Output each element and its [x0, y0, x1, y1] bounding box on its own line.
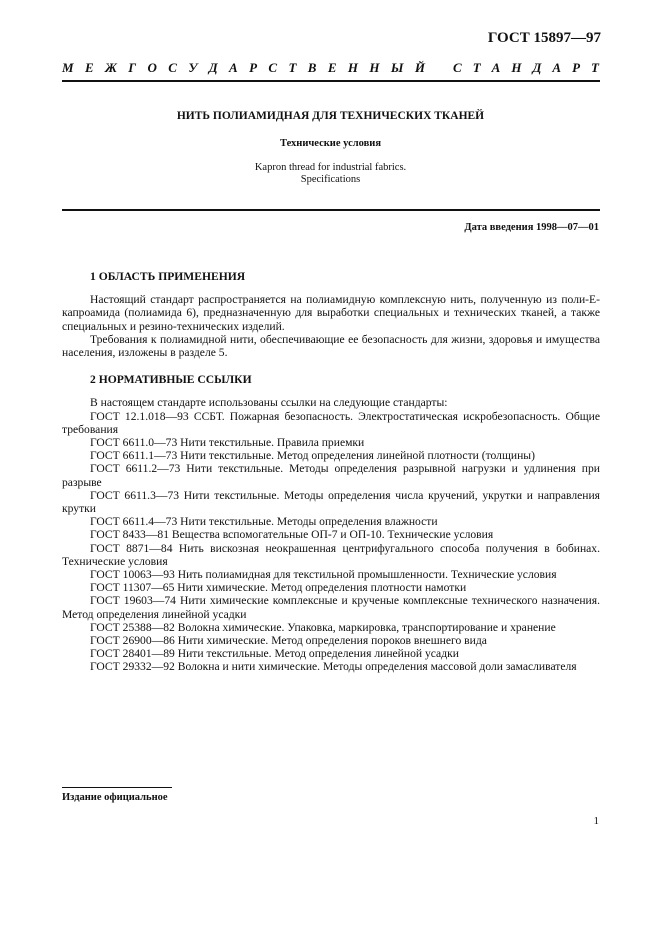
banner-letter: Д [208, 60, 218, 75]
banner-letter: А [229, 60, 238, 75]
standard-banner [62, 60, 599, 76]
section-1-paragraph: Настоящий стандарт распространяется на полиамидную комплексную нить, полученную из поли-Е-капроамида (полиамида 6), предназначенную для выработки специальных и технических тканей, а также специальных и резино-технических изделий. [62, 293, 600, 333]
english-title-line-2: Specifications [300, 174, 361, 185]
reference-item: ГОСТ 26900—86 Нити химические. Метод определения пороков внешнего вида [90, 634, 487, 648]
section-1-paragraph: Требования к полиамидной нити, обеспечивающие ее безопасность для жизни, здоровья и имущества населения, изложены в разделе 5. [62, 332, 600, 360]
title-rule [62, 209, 600, 211]
banner-letter: Р [249, 60, 258, 75]
reference-item: ГОСТ 25388—82 Волокна химические. Упаковка, маркировка, транспортирование и хранение [90, 620, 556, 634]
reference-item: ГОСТ 10063—93 Нить полиамидная для текстильной промышленности. Технические условия [90, 568, 557, 582]
english-title [0, 162, 661, 186]
reference-item: ГОСТ 8433—81 Вещества вспомогательные ОП-7 и ОП-10. Технические условия [90, 528, 494, 542]
document-body [62, 270, 600, 674]
banner-letter: С [268, 60, 278, 75]
document-title: НИТЬ ПОЛИАМИДНАЯ ДЛЯ ТЕХНИЧЕСКИХ ТКАНЕЙ [176, 110, 485, 122]
banner-letter: Т [472, 60, 481, 75]
reference-item: ГОСТ 6611.3—73 Нити текстильные. Методы определения числа кручений, укрутки и направления крутки [62, 488, 600, 516]
banner-letter: Ы [390, 60, 404, 75]
banner-letter: Н [369, 60, 380, 75]
banner-letter: Р [572, 60, 581, 75]
banner-letter: Т [591, 60, 599, 75]
reference-item: ГОСТ 6611.0—73 Нити текстильные. Правила приемки [90, 436, 365, 450]
page-number: 1 [593, 815, 599, 827]
reference-item: ГОСТ 28401—89 Нити текстильные. Метод определения линейной усадки [90, 647, 459, 661]
banner-word-interstate [62, 60, 425, 76]
banner-letter: Й [414, 60, 425, 75]
reference-list [62, 410, 600, 674]
reference-item: ГОСТ 12.1.018—93 ССБТ. Пожарная безопасность. Электростатическая искробезопасность. Общие требования [62, 409, 600, 436]
section-1-heading: 1 ОБЛАСТЬ ПРИМЕНЕНИЯ [90, 270, 246, 283]
banner-letter: Н [347, 60, 358, 75]
document-subtitle: Технические условия [279, 138, 382, 149]
banner-letter: Д [532, 60, 542, 75]
reference-item: ГОСТ 29332—92 Волокна и нити химические. Методы определения массовой доли замасливателя [90, 660, 577, 674]
banner-letter: У [188, 60, 198, 75]
banner-letter: А [552, 60, 562, 75]
banner-letter: М [62, 60, 74, 75]
banner-letter: О [147, 60, 157, 75]
banner-letter: Е [327, 60, 337, 75]
reference-item: ГОСТ 6611.2—73 Нити текстильные. Методы определения разрывной нагрузки и удлинения при разрыве [62, 462, 600, 489]
reference-item: ГОСТ 11307—65 Нити химические. Метод определения плотности намотки [90, 581, 467, 595]
banner-letter: А [491, 60, 501, 75]
banner-letter: Н [511, 60, 522, 75]
footer-rule [62, 787, 172, 788]
banner-letter: Ж [104, 60, 117, 75]
english-title-line-1: Kapron thread for industrial fabrics. [254, 162, 407, 173]
reference-item: ГОСТ 19603—74 Нити химические комплексные и крученые комплексные технического назначения. Метод определения линейной усадки [62, 594, 600, 621]
section-2-intro: В настоящем стандарте использованы ссылки на следующие стандарты: [90, 396, 448, 410]
banner-word-standard [453, 60, 599, 76]
banner-letter: Г [128, 60, 137, 75]
intro-date: Дата введения 1998—07—01 [464, 222, 599, 233]
banner-letter: С [453, 60, 462, 75]
official-edition-note: Издание официальное [62, 792, 168, 803]
top-rule [62, 80, 600, 82]
gost-number: ГОСТ 15897—97 [487, 30, 601, 46]
banner-letter: Т [288, 60, 297, 75]
section-2-heading: 2 НОРМАТИВНЫЕ ССЫЛКИ [90, 373, 252, 387]
banner-letter: С [168, 60, 177, 75]
reference-item: ГОСТ 8871—84 Нить вискозная неокрашенная центрифугального способа получения в бобинах. Технические условия [62, 541, 600, 568]
banner-letter: Е [84, 60, 94, 75]
reference-item: ГОСТ 6611.4—73 Нити текстильные. Методы определения влажности [90, 515, 438, 529]
reference-item: ГОСТ 6611.1—73 Нити текстильные. Метод определения линейной плотности (толщины) [90, 449, 535, 463]
banner-letter: В [307, 60, 317, 75]
